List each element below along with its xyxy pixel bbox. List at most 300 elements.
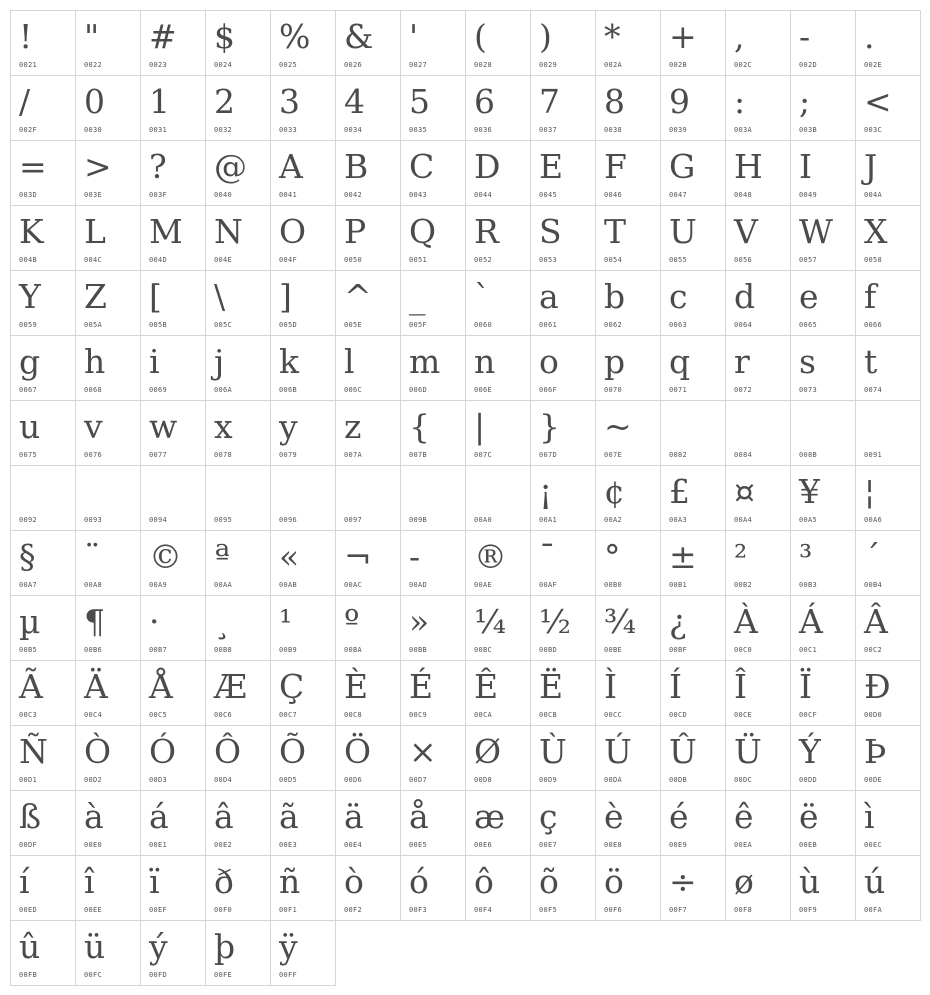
glyph-code-label: 003D — [19, 191, 38, 199]
glyph-code-label: 006A — [214, 386, 233, 394]
glyph-cell — [140, 725, 206, 791]
glyph-cell — [270, 660, 336, 726]
glyph-cell — [400, 660, 466, 726]
glyph-code-label: 00DE — [864, 776, 883, 784]
glyph-cell — [595, 205, 661, 271]
glyph-char: É — [409, 667, 434, 706]
glyph-code-label: 00C8 — [344, 711, 363, 719]
glyph-cell — [660, 855, 726, 921]
glyph-char: ¼ — [474, 602, 506, 641]
glyph-code-label: 00C0 — [734, 646, 753, 654]
glyph-cell — [660, 140, 726, 206]
glyph-code-label: 00DA — [604, 776, 623, 784]
glyph-char: - — [409, 537, 421, 576]
glyph-char: x — [214, 407, 233, 446]
glyph-code-label: 0052 — [474, 256, 493, 264]
glyph-char: d — [734, 277, 756, 316]
glyph-char: ý — [149, 927, 168, 966]
glyph-char: , — [734, 17, 745, 56]
glyph-cell — [400, 855, 466, 921]
glyph-cell — [790, 10, 856, 76]
glyph-cell — [660, 335, 726, 401]
glyph-cell — [465, 10, 531, 76]
glyph-code-label: 00E1 — [149, 841, 168, 849]
glyph-cell — [790, 595, 856, 661]
glyph-char: í — [19, 862, 30, 901]
glyph-char: k — [279, 342, 299, 381]
glyph-char: ã — [279, 797, 299, 836]
glyph-char: À — [734, 602, 758, 641]
glyph-cell — [140, 205, 206, 271]
glyph-code-label: 00D7 — [409, 776, 428, 784]
glyph-cell — [140, 270, 206, 336]
glyph-code-label: 00BA — [344, 646, 363, 654]
glyph-code-label: 002B — [669, 61, 688, 69]
glyph-code-label: 00D0 — [864, 711, 883, 719]
glyph-char: 7 — [539, 82, 560, 121]
glyph-cell — [660, 205, 726, 271]
glyph-char: U — [669, 212, 697, 251]
glyph-char: º — [344, 602, 360, 641]
glyph-code-label: 0063 — [669, 321, 688, 329]
glyph-char: ³ — [799, 537, 813, 576]
glyph-cell — [530, 530, 596, 596]
glyph-code-label: 00F5 — [539, 906, 558, 914]
glyph-cell — [400, 790, 466, 856]
glyph-char: ; — [799, 82, 811, 121]
glyph-char: Ê — [474, 667, 499, 706]
glyph-code-label: 0069 — [149, 386, 168, 394]
glyph-code-label: 00C3 — [19, 711, 38, 719]
glyph-code-label: 00F6 — [604, 906, 623, 914]
glyph-char: p — [604, 342, 626, 381]
glyph-char: ~ — [604, 407, 632, 446]
glyph-cell — [725, 10, 791, 76]
glyph-char: ì — [864, 797, 875, 836]
glyph-cell — [855, 790, 921, 856]
glyph-code-label: 0040 — [214, 191, 233, 199]
glyph-cell — [270, 10, 336, 76]
glyph-char: æ — [474, 797, 506, 836]
glyph-cell — [205, 920, 271, 986]
glyph-code-label: 0077 — [149, 451, 168, 459]
glyph-code-label: 00D5 — [279, 776, 298, 784]
glyph-cell — [660, 270, 726, 336]
glyph-char: × — [409, 732, 437, 771]
glyph-cell — [725, 855, 791, 921]
glyph-code-label: 00FE — [214, 971, 233, 979]
glyph-char: Ú — [604, 732, 632, 771]
glyph-cell — [855, 595, 921, 661]
glyph-char: û — [19, 927, 41, 966]
glyph-code-label: 002D — [799, 61, 818, 69]
glyph-char: y — [279, 407, 298, 446]
glyph-cell — [140, 595, 206, 661]
glyph-cell — [335, 335, 401, 401]
glyph-code-label: 00F9 — [799, 906, 818, 914]
glyph-code-label: 0043 — [409, 191, 428, 199]
glyph-char: ¤ — [734, 472, 755, 511]
glyph-char: & — [344, 17, 374, 56]
glyph-code-label: 0046 — [604, 191, 623, 199]
glyph-code-label: 0065 — [799, 321, 818, 329]
glyph-code-label: 00BD — [539, 646, 558, 654]
glyph-char: c — [669, 277, 688, 316]
glyph-code-label: 00E7 — [539, 841, 558, 849]
glyph-cell — [400, 530, 466, 596]
glyph-code-label: 00FD — [149, 971, 168, 979]
glyph-code-label: 0024 — [214, 61, 233, 69]
glyph-cell — [530, 335, 596, 401]
glyph-code-label: 00EC — [864, 841, 883, 849]
glyph-code-label: 0035 — [409, 126, 428, 134]
glyph-code-label: 0084 — [734, 451, 753, 459]
glyph-code-label: 00FA — [864, 906, 883, 914]
glyph-code-label: 005F — [409, 321, 428, 329]
glyph-code-label: 00B0 — [604, 581, 623, 589]
glyph-code-label: 00BC — [474, 646, 493, 654]
glyph-cell — [595, 270, 661, 336]
glyph-char: E — [539, 147, 564, 186]
glyph-code-label: 0094 — [149, 516, 168, 524]
glyph-cell — [335, 10, 401, 76]
glyph-char: ô — [474, 862, 494, 901]
glyph-cell — [140, 400, 206, 466]
glyph-cell — [530, 790, 596, 856]
glyph-cell — [855, 335, 921, 401]
glyph-cell — [10, 595, 76, 661]
glyph-char: Ð — [864, 667, 891, 706]
glyph-char: _ — [409, 277, 426, 316]
glyph-char: â — [214, 797, 234, 836]
glyph-char: v — [84, 407, 103, 446]
glyph-char: e — [799, 277, 819, 316]
glyph-char: % — [279, 17, 311, 56]
glyph-code-label: 0072 — [734, 386, 753, 394]
glyph-code-label: 002F — [19, 126, 38, 134]
glyph-cell — [335, 205, 401, 271]
glyph-char: Ö — [344, 732, 372, 771]
glyph-cell — [595, 790, 661, 856]
glyph-code-label: 00FB — [19, 971, 38, 979]
glyph-cell — [140, 75, 206, 141]
glyph-cell — [725, 595, 791, 661]
glyph-char: Å — [149, 667, 173, 706]
glyph-cell — [400, 465, 466, 531]
glyph-char: £ — [669, 472, 690, 511]
glyph-cell — [790, 725, 856, 791]
glyph-char: " — [84, 17, 100, 56]
glyph-char: Ñ — [19, 732, 48, 771]
glyph-code-label: 00D1 — [19, 776, 38, 784]
glyph-code-label: 00B9 — [279, 646, 298, 654]
glyph-code-label: 00BF — [669, 646, 688, 654]
glyph-code-label: 00DD — [799, 776, 818, 784]
glyph-cell — [595, 465, 661, 531]
glyph-code-label: 00DC — [734, 776, 753, 784]
glyph-code-label: 0050 — [344, 256, 363, 264]
glyph-char: B — [344, 147, 369, 186]
glyph-cell — [855, 855, 921, 921]
glyph-cell — [725, 270, 791, 336]
glyph-char: 0 — [84, 82, 105, 121]
glyph-cell — [465, 725, 531, 791]
glyph-code-label: 0023 — [149, 61, 168, 69]
glyph-code-label: 00C4 — [84, 711, 103, 719]
glyph-char: \ — [214, 277, 226, 316]
glyph-char: ´ — [864, 537, 881, 576]
glyph-code-label: 0068 — [84, 386, 103, 394]
glyph-code-label: 00ED — [19, 906, 38, 914]
glyph-code-label: 0096 — [279, 516, 298, 524]
glyph-char: 3 — [279, 82, 300, 121]
glyph-char: 4 — [344, 82, 365, 121]
glyph-code-label: 00EE — [84, 906, 103, 914]
glyph-cell — [335, 660, 401, 726]
glyph-code-label: 00EF — [149, 906, 168, 914]
glyph-code-label: 00C2 — [864, 646, 883, 654]
glyph-cell — [10, 400, 76, 466]
glyph-code-label: 006D — [409, 386, 428, 394]
glyph-cell — [855, 660, 921, 726]
glyph-char: § — [19, 537, 36, 576]
glyph-char: * — [604, 17, 621, 56]
glyph-code-label: 00D8 — [474, 776, 493, 784]
glyph-code-label: 0027 — [409, 61, 428, 69]
glyph-code-label: 002A — [604, 61, 623, 69]
glyph-code-label: 005E — [344, 321, 363, 329]
glyph-cell — [335, 595, 401, 661]
glyph-code-label: 004A — [864, 191, 883, 199]
glyph-code-label: 0031 — [149, 126, 168, 134]
glyph-char: « — [279, 537, 300, 576]
glyph-cell — [855, 270, 921, 336]
glyph-code-label: 0076 — [84, 451, 103, 459]
glyph-char: ª — [214, 537, 230, 576]
glyph-char: X — [864, 212, 888, 251]
glyph-char: # — [149, 17, 177, 56]
glyph-code-label: 0030 — [84, 126, 103, 134]
glyph-code-label: 0038 — [604, 126, 623, 134]
glyph-code-label: 0051 — [409, 256, 428, 264]
glyph-cell — [75, 595, 141, 661]
glyph-cell — [465, 790, 531, 856]
glyph-char: { — [409, 407, 430, 446]
glyph-cell — [140, 855, 206, 921]
glyph-char: i — [149, 342, 160, 381]
glyph-cell — [10, 790, 76, 856]
glyph-cell — [335, 530, 401, 596]
glyph-char: ù — [799, 862, 821, 901]
glyph-cell — [10, 725, 76, 791]
glyph-code-label: 007B — [409, 451, 428, 459]
glyph-char: Û — [669, 732, 697, 771]
glyph-cell — [530, 465, 596, 531]
glyph-code-label: 00A0 — [474, 516, 493, 524]
glyph-char: ü — [84, 927, 106, 966]
glyph-char: V — [734, 212, 758, 251]
glyph-char: C — [409, 147, 435, 186]
glyph-cell — [660, 75, 726, 141]
glyph-cell — [530, 140, 596, 206]
glyph-cell — [855, 725, 921, 791]
glyph-code-label: 005B — [149, 321, 168, 329]
glyph-cell — [465, 270, 531, 336]
glyph-code-label: 00A4 — [734, 516, 753, 524]
glyph-code-label: 00F3 — [409, 906, 428, 914]
glyph-code-label: 00E8 — [604, 841, 623, 849]
glyph-char: A — [279, 147, 303, 186]
glyph-char: Ò — [84, 732, 112, 771]
glyph-cell — [335, 75, 401, 141]
glyph-cell — [855, 530, 921, 596]
glyph-code-label: 00E2 — [214, 841, 233, 849]
glyph-char: ® — [474, 537, 507, 576]
glyph-cell — [790, 140, 856, 206]
glyph-code-label: 00DB — [669, 776, 688, 784]
glyph-code-label: 00EA — [734, 841, 753, 849]
glyph-char: f — [864, 277, 877, 316]
glyph-cell — [75, 790, 141, 856]
glyph-code-label: 0067 — [19, 386, 38, 394]
glyph-code-label: 003A — [734, 126, 753, 134]
glyph-code-label: 009B — [409, 516, 428, 524]
glyph-cell — [660, 790, 726, 856]
glyph-char: H — [734, 147, 763, 186]
glyph-char: ] — [279, 277, 292, 316]
glyph-code-label: 002C — [734, 61, 753, 69]
glyph-code-label: 0078 — [214, 451, 233, 459]
glyph-char: Z — [84, 277, 107, 316]
glyph-char: Ï — [799, 667, 813, 706]
glyph-code-label: 00FF — [279, 971, 298, 979]
glyph-cell — [10, 855, 76, 921]
glyph-cell — [725, 465, 791, 531]
glyph-cell — [10, 140, 76, 206]
glyph-code-label: 004F — [279, 256, 298, 264]
glyph-cell — [660, 465, 726, 531]
glyph-char: Ã — [19, 667, 43, 706]
glyph-code-label: 0073 — [799, 386, 818, 394]
glyph-char: I — [799, 147, 813, 186]
glyph-char: ò — [344, 862, 364, 901]
glyph-char: þ — [214, 927, 236, 966]
glyph-char: Q — [409, 212, 437, 251]
glyph-char: < — [864, 82, 892, 121]
glyph-char: ¹ — [279, 602, 293, 641]
glyph-code-label: 00AC — [344, 581, 363, 589]
glyph-code-label: 00A5 — [799, 516, 818, 524]
glyph-code-label: 00AA — [214, 581, 233, 589]
glyph-cell — [530, 855, 596, 921]
glyph-grid — [10, 10, 920, 985]
glyph-char: ¿ — [669, 602, 687, 641]
glyph-code-label: 0053 — [539, 256, 558, 264]
glyph-char: j — [214, 342, 225, 381]
glyph-code-label: 0074 — [864, 386, 883, 394]
glyph-code-label: 003E — [84, 191, 103, 199]
glyph-char: ± — [669, 537, 697, 576]
glyph-code-label: 00F1 — [279, 906, 298, 914]
glyph-code-label: 00CA — [474, 711, 493, 719]
glyph-char: F — [604, 147, 627, 186]
glyph-char: ¶ — [84, 602, 105, 641]
glyph-char: ÷ — [669, 862, 697, 901]
glyph-cell — [400, 140, 466, 206]
glyph-cell — [75, 920, 141, 986]
glyph-char: . — [864, 17, 875, 56]
glyph-cell — [530, 75, 596, 141]
glyph-char: ß — [19, 797, 42, 836]
glyph-char: b — [604, 277, 626, 316]
glyph-cell — [270, 75, 336, 141]
glyph-code-label: 004C — [84, 256, 103, 264]
glyph-code-label: 00D6 — [344, 776, 363, 784]
glyph-char: Ù — [539, 732, 567, 771]
glyph-code-label: 007C — [474, 451, 493, 459]
glyph-char: w — [149, 407, 178, 446]
glyph-cell — [855, 140, 921, 206]
glyph-cell — [10, 10, 76, 76]
glyph-cell — [205, 10, 271, 76]
glyph-char: î — [84, 862, 95, 901]
glyph-char: Þ — [864, 732, 887, 771]
glyph-cell — [75, 140, 141, 206]
glyph-char: Í — [669, 667, 683, 706]
glyph-cell — [400, 75, 466, 141]
glyph-cell — [10, 465, 76, 531]
glyph-char: G — [669, 147, 696, 186]
glyph-char: ' — [409, 17, 419, 56]
glyph-code-label: 00FC — [84, 971, 103, 979]
glyph-char: : — [734, 82, 746, 121]
glyph-code-label: 0093 — [84, 516, 103, 524]
glyph-code-label: 0054 — [604, 256, 623, 264]
glyph-code-label: 00E9 — [669, 841, 688, 849]
glyph-cell — [270, 595, 336, 661]
glyph-char: Â — [864, 602, 888, 641]
glyph-char: 6 — [474, 82, 495, 121]
glyph-code-label: 0091 — [864, 451, 883, 459]
glyph-code-label: 00EB — [799, 841, 818, 849]
glyph-cell — [790, 205, 856, 271]
glyph-char: Ô — [214, 732, 242, 771]
glyph-char: u — [19, 407, 41, 446]
glyph-char: P — [344, 212, 367, 251]
glyph-char: S — [539, 212, 562, 251]
glyph-char: / — [19, 82, 31, 121]
glyph-char: ! — [19, 17, 33, 56]
glyph-cell — [270, 920, 336, 986]
glyph-code-label: 00F2 — [344, 906, 363, 914]
glyph-char: 2 — [214, 82, 235, 121]
glyph-code-label: 003F — [149, 191, 168, 199]
glyph-cell — [465, 140, 531, 206]
glyph-cell — [790, 465, 856, 531]
glyph-char: L — [84, 212, 106, 251]
glyph-char: n — [474, 342, 496, 381]
glyph-cell — [75, 335, 141, 401]
glyph-cell — [270, 855, 336, 921]
glyph-cell — [790, 75, 856, 141]
glyph-char: 1 — [149, 82, 170, 121]
glyph-code-label: 0071 — [669, 386, 688, 394]
glyph-char: } — [539, 407, 560, 446]
glyph-code-label: 00F4 — [474, 906, 493, 914]
glyph-code-label: 00B5 — [19, 646, 38, 654]
glyph-char: Ü — [734, 732, 762, 771]
glyph-cell — [335, 465, 401, 531]
